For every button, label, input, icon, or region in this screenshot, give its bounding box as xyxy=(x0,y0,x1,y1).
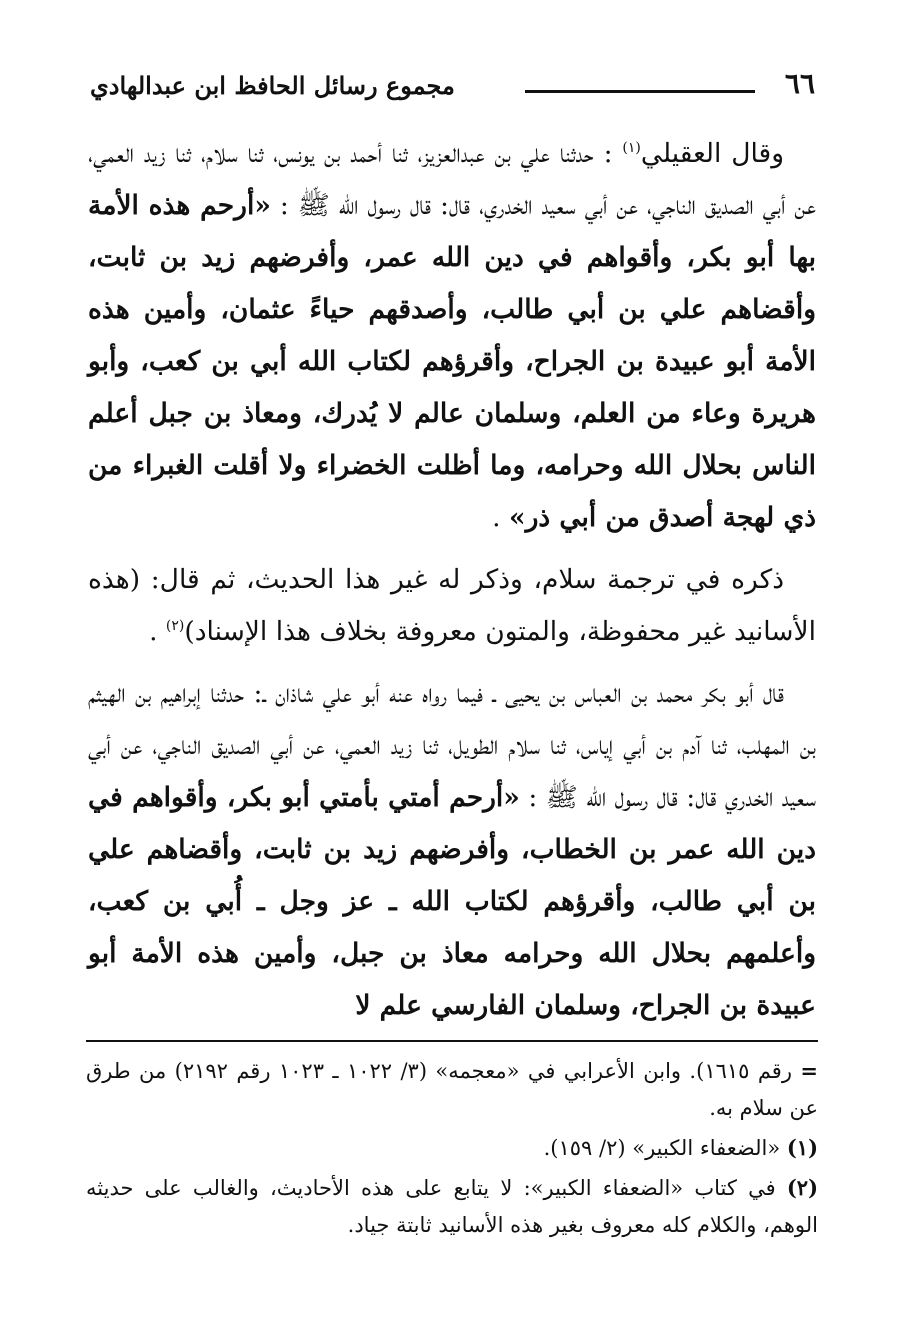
hadith-text: «أرحم أمتي بأمتي أبو بكر، وأقواهم في دين الله عمر بن الخطاب، وأفرضهم زيد بن ثابت، وأقضاهم علي بن أبي طالب، وأقرؤهم لكتاب الله ـ عز وجل ـ أُبي بن كعب، وأعلمهم بحلال الله وحرامه معاذ بن جبل، وأمين هذه الأمة أبو عبيدة بن الجراح، وسلمان الفارسي علم لا xyxy=(88,782,816,1021)
footnote-marker-2: (٢) xyxy=(165,618,185,635)
footnote-text: رقم ١٦١٥). وابن الأعرابي في «معجمه» (٣/ ١٠٢٢ ـ ١٠٢٣ رقم ٢١٩٢) من طرق عن سلام به. xyxy=(86,1059,818,1120)
footnote-number: = xyxy=(800,1058,818,1083)
page-header xyxy=(90,68,815,112)
page-number: ٦٦ xyxy=(784,67,815,100)
main-text xyxy=(88,128,816,1042)
footnote-number: (١) xyxy=(786,1135,818,1160)
footnote-number: (٢) xyxy=(786,1175,818,1200)
paragraph-text: ذكره في ترجمة سلام، وذكر له غير هذا الحديث، ثم قال: (هذه الأسانيد غير محفوظة، والمتون معروفة بخلاف هذا الإسناد) xyxy=(88,564,816,647)
paragraph-3 xyxy=(88,668,816,1032)
paragraph-intro: قال أبو بكر محمد بن العباس بن يحيى ـ فيما رواه عنه أبو علي شاذان ـ: حدثنا إبراهيم بن الهيثم بن المهلب، ثنا آدم بن أبي إياس، ثنا سلام الطويل، ثنا زيد العمي، عن أبي الصديق الناجي، عن أبي سعيد الخدري قال: قال رسول الله ﷺ : xyxy=(88,678,816,813)
hadith-text: «أرحم هذه الأمة بها أبو بكر، وأقواهم في دين الله عمر، وأفرضهم زيد بن ثابت، وأقضاهم علي بن أبي طالب، وأصدقهم حياءً عثمان، وأمين هذه الأمة أبو عبيدة بن الجراح، وأقرؤهم لكتاب الله أبي بن كعب، وأبو هريرة وعاء من العلم، وسلمان عالم لا يُدرك، ومعاذ بن جبل أعلم الناس بحلال الله وحرامه، وما أظلت الخضراء ولا أقلت الغبراء من ذي لهجة أصدق من أبي ذر» xyxy=(88,190,816,533)
paragraph-intro: : حدثنا علي بن عبدالعزيز، ثنا أحمد بن يونس، ثنا سلام، ثنا زيد العمي، عن أبي الصديق الناجي، عن أبي سعيد الخدري، قال: قال رسول الله ﷺ : xyxy=(88,138,817,221)
header-rule xyxy=(525,90,755,93)
footnote-text: في كتاب «الضعفاء الكبير»: لا يتابع على هذه الأحاديث، والغالب على حديثه الوهم، والكلام كله معروف بغير هذه الأسانيد ثابتة جياد. xyxy=(86,1176,818,1237)
footnote-2 xyxy=(86,1169,818,1244)
footnote-1 xyxy=(86,1129,818,1167)
paragraph-tail: . xyxy=(492,502,510,533)
paragraph-lead: وقال العقيلي xyxy=(640,138,785,169)
footnote-text: «الضعفاء الكبير» (٢/ ١٥٩). xyxy=(543,1136,787,1160)
paragraph-1 xyxy=(88,128,816,544)
footnotes xyxy=(86,1052,818,1246)
footnote-rule xyxy=(86,1040,818,1042)
running-title: مجموع رسائل الحافظ ابن عبدالهادي xyxy=(90,71,455,100)
paragraph-tail: . xyxy=(149,616,166,647)
paragraph-2 xyxy=(88,554,816,658)
footnote-continued xyxy=(86,1052,818,1127)
footnote-marker-1: (١) xyxy=(622,140,641,157)
